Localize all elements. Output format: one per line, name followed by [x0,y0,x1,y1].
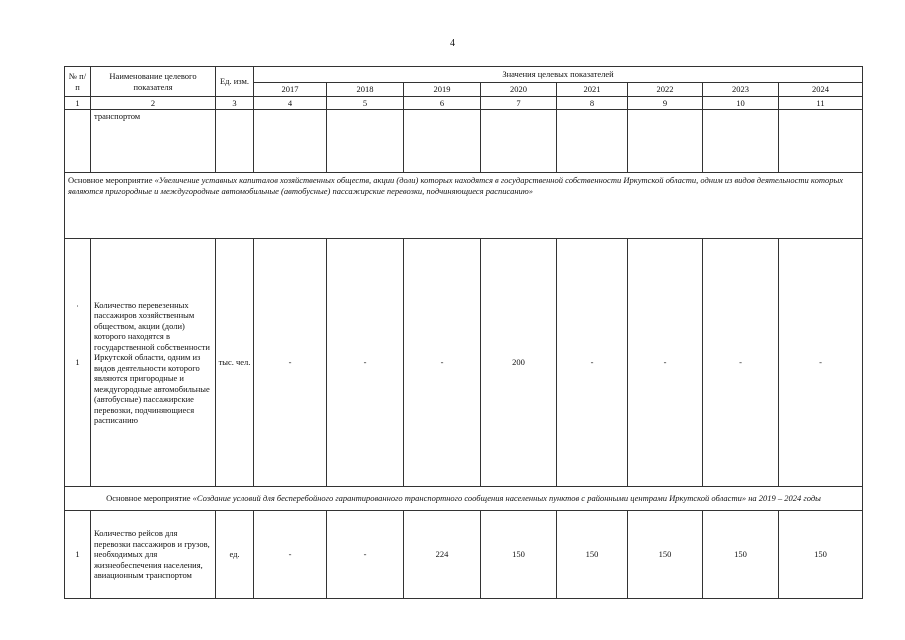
value-cell: - [779,239,863,487]
row-number: 1 [75,357,80,368]
year-header: 2022 [628,83,703,97]
unit-cell [216,110,254,173]
value-cell: - [557,239,628,487]
value-cell: - [254,511,327,599]
table-row [65,239,863,487]
column-number: 3 [216,97,254,110]
header-row-numbers [65,97,863,110]
year-header: 2021 [557,83,628,97]
value-cell [557,110,628,173]
value-cell: 150 [481,511,557,599]
section-title-text: «Создание условий для бесперебойного гарантированного транспортного сообщения населенных пунктов с районными центрами Иркутской области» на 2019 – 2024 годы [192,493,821,504]
value-cell: 150 [628,511,703,599]
value-cell: - [628,239,703,487]
value-cell [703,110,779,173]
column-number: 7 [481,97,557,110]
indicator-name: Количество рейсов для перевозки пассажиров и грузов, необходимых для жизнеобеспечения населения, авиационным транспортом [91,511,216,599]
unit-cell: тыс. чел. [216,239,254,487]
column-number: 8 [557,97,628,110]
indicator-name: транспортом [91,110,216,173]
column-number: 4 [254,97,327,110]
value-cell: 224 [404,511,481,599]
value-cell [628,110,703,173]
section-prefix: Основное мероприятие [68,175,155,185]
value-cell [404,110,481,173]
row-marker: · [76,301,79,311]
row-number: 1 [65,511,91,599]
value-cell: 150 [779,511,863,599]
header-col-unit: Ед. изм. [216,67,254,97]
column-number: 2 [91,97,216,110]
value-cell [254,110,327,173]
year-header: 2024 [779,83,863,97]
year-header: 2020 [481,83,557,97]
header-col-values: Значения целевых показателей [254,67,863,83]
row-number-cell [65,110,91,173]
value-cell: - [327,239,404,487]
header-row-1 [65,67,863,83]
column-number: 11 [779,97,863,110]
value-cell [481,110,557,173]
table-row [65,110,863,173]
year-header: 2017 [254,83,327,97]
row-number-cell [65,239,91,487]
table-row [65,511,863,599]
value-cell: - [254,239,327,487]
year-header: 2018 [327,83,404,97]
section-title-1 [65,173,863,239]
unit-cell: ед. [216,511,254,599]
header-col-no: № п/п [65,67,91,97]
value-cell: - [404,239,481,487]
value-cell: 150 [703,511,779,599]
column-number: 1 [65,97,91,110]
header-col-name: Наименование целевого показателя [91,67,216,97]
target-indicators-table [64,66,863,599]
value-cell [779,110,863,173]
value-cell [327,110,404,173]
year-header: 2023 [703,83,779,97]
section-row [65,173,863,239]
column-number: 5 [327,97,404,110]
value-cell: - [703,239,779,487]
section-title-2 [65,487,863,511]
column-number: 6 [404,97,481,110]
section-row [65,487,863,511]
value-cell: 200 [481,239,557,487]
page-number: 4 [450,38,455,49]
value-cell: 150 [557,511,628,599]
value-cell: - [327,511,404,599]
year-header: 2019 [404,83,481,97]
column-number: 9 [628,97,703,110]
section-title-text: «Увеличение уставных капиталов хозяйственных обществ, акции (доли) которых находятся в государственной собственности Иркутской области, одним из видов деятельности которых являются пригородные и междугородные автомобильные (автобусные) пассажирские перевозки, подчиняющиеся расписанию» [68,175,844,196]
column-number: 10 [703,97,779,110]
indicator-name: Количество перевезенных пассажиров хозяйственным обществом, акции (доли) которого находятся в государственной собственности Иркутской области, одним из видов деятельности которого являются пригородные и междугородные автомобильные (автобусные) пассажирские перевозки, подчиняющиеся расписанию [91,239,216,487]
section-prefix: Основное мероприятие [106,493,193,504]
